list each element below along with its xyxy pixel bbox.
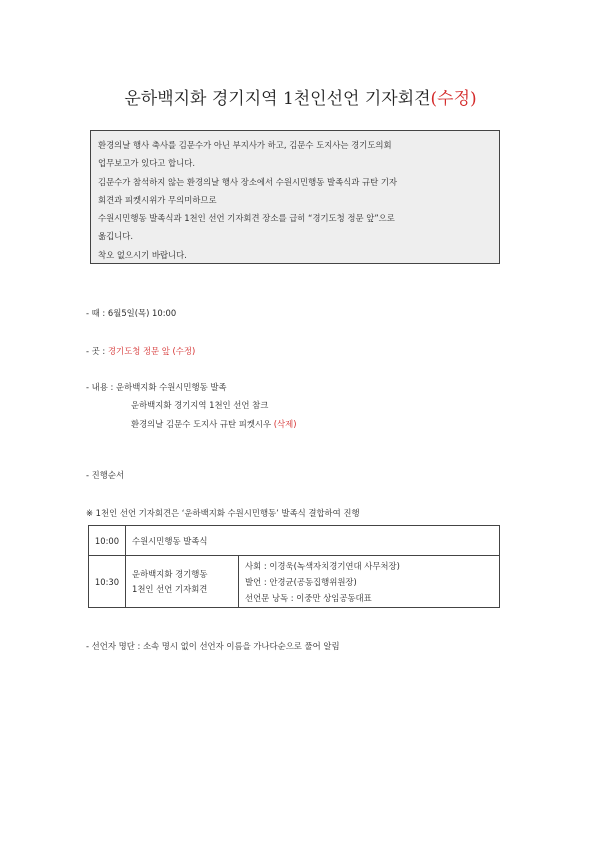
notice-line: 업무보고가 있다고 합니다. [98, 158, 195, 169]
schedule-event-line: 운하백지화 경기행동 [132, 568, 208, 579]
detail-line: 발언 : 안경균(공동집행위원장) [245, 576, 357, 587]
schedule-table [88, 525, 500, 608]
content-item-1: - 내용 : 운하백지화 수원시민행동 발족 [86, 382, 227, 392]
schedule-time: 10:00 [89, 526, 126, 556]
place-value: 경기도청 정문 앞 (수정) [107, 346, 196, 356]
event-place [86, 345, 195, 357]
schedule-event [126, 556, 239, 608]
title-revision-tag: (수정) [430, 89, 477, 109]
schedule-detail [239, 556, 500, 608]
notice-box [90, 130, 500, 264]
notice-line: 수원시민행동 발족식과 1천인 선언 기자회견 장소를 급히 “경기도청 정문 앞”으로 [98, 213, 395, 224]
signer-list-note: - 선언자 명단 : 소속 명시 없이 선언자 이름을 가나다순으로 풀어 알림 [86, 641, 340, 651]
schedule-event-line: 1천인 선언 기자회견 [132, 583, 208, 594]
title-main: 운하백지화 경기지역 1천인선언 기자회견 [124, 89, 431, 109]
schedule-event: 수원시민행동 발족식 [126, 526, 500, 556]
table-row [89, 556, 500, 608]
schedule-time: 10:30 [89, 556, 126, 608]
page-title [0, 84, 601, 109]
table-row [89, 526, 500, 556]
detail-line: 선언문 낭독 : 이중만 상임공동대표 [245, 592, 372, 603]
content-item-3 [131, 418, 296, 430]
event-time: - 때 : 6월5일(목) 10:00 [86, 308, 177, 318]
deleted-tag: (삭제) [273, 419, 297, 429]
progress-note: ※ 1천인 선언 기자회견은 ‘운하백지화 수원시민행동’ 발족식 결합하여 진행 [86, 508, 360, 518]
notice-line: 환경의날 행사 축사를 김문수가 아닌 부지사가 하고, 김문수 도지사는 경기도의회 [98, 140, 392, 150]
progress-heading: - 진행순서 [86, 470, 125, 480]
content-item-3-text: 환경의날 김문수 도지사 규탄 피켓시우 [131, 419, 274, 429]
detail-line: 사회 : 이경욱(녹색자치경기연대 사무처장) [245, 560, 400, 571]
place-label: - 곳 : [86, 346, 108, 356]
notice-line: 회견과 피켓시위가 무의미하므로 [98, 194, 217, 205]
content-item-2: 운하백지화 경기지역 1천인 선언 참크 [131, 400, 269, 410]
notice-line: 착오 없으시기 바랍니다. [98, 249, 187, 260]
notice-line: 옮깁니다. [98, 231, 134, 242]
notice-line: 김문수가 참석하지 않는 환경의날 행사 장소에서 수원시민행동 발족식과 규탄 기자 [98, 176, 398, 187]
